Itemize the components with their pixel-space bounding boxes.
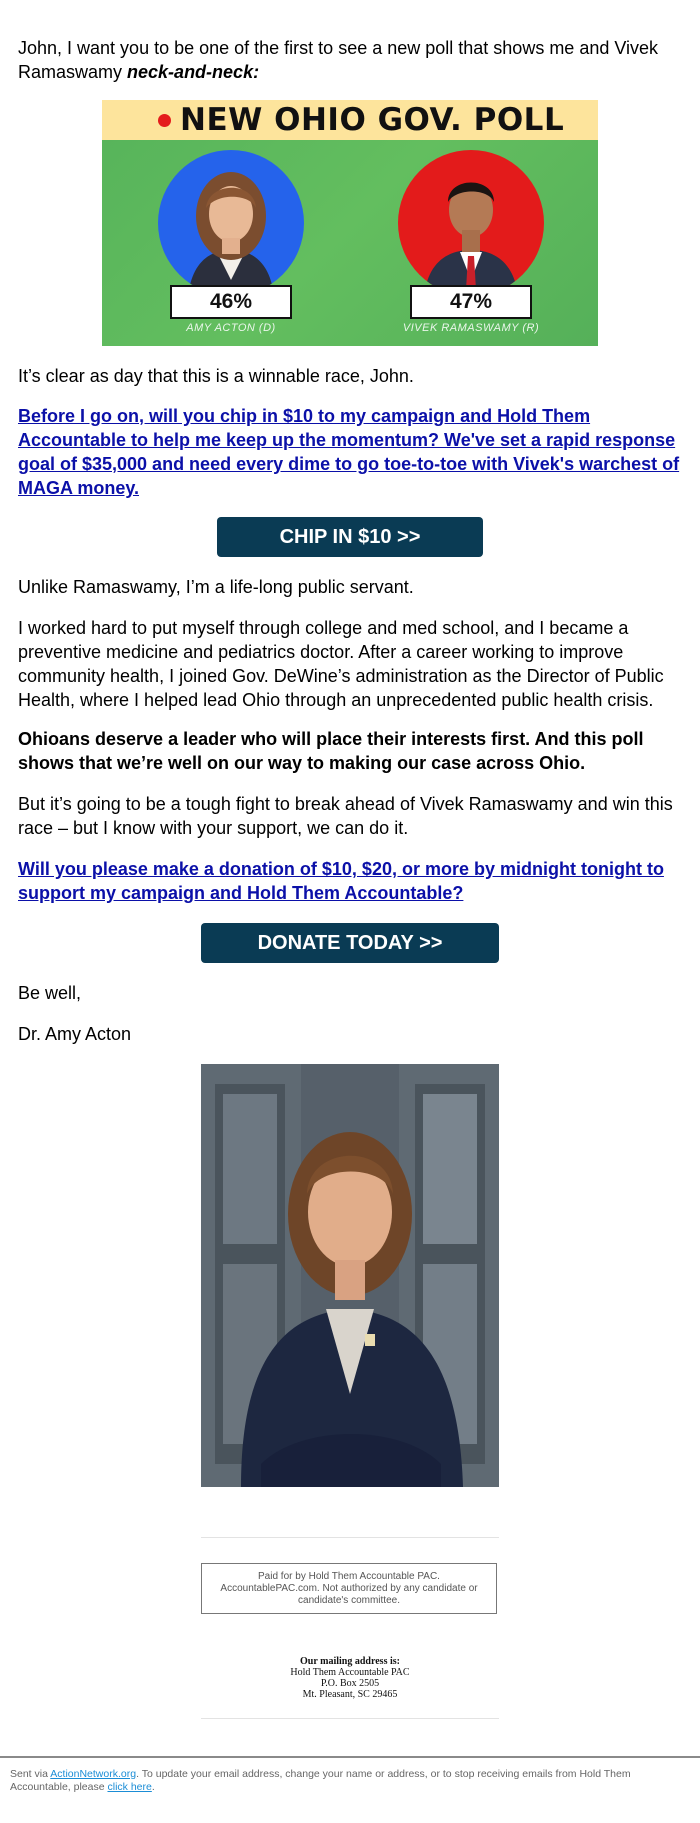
- mailing-org: Hold Them Accountable PAC: [290, 1667, 410, 1678]
- footer: [10, 1768, 690, 1794]
- divider-top: [201, 1537, 499, 1538]
- fight-paragraph: [18, 792, 686, 840]
- intro-emphasis: neck-and-neck:: [127, 62, 260, 82]
- mailing-city: Mt. Pleasant, SC 29465: [302, 1689, 398, 1700]
- signature-text: Dr. Amy Acton: [18, 1024, 132, 1044]
- signoff-text: Be well,: [18, 983, 82, 1003]
- intro-paragraph: [18, 36, 686, 84]
- candidate-acton-percent: 46%: [170, 285, 292, 319]
- servant-text: Unlike Ramaswamy, I’m a life-long public servant.: [18, 577, 414, 597]
- actionnetwork-link[interactable]: ActionNetwork.org: [50, 1768, 137, 1780]
- poll-graphic[interactable]: [102, 100, 598, 346]
- divider-bottom: [201, 1718, 499, 1719]
- fight-text: But it’s going to be a tough fight to break ahead of Vivek Ramaswamy and win this race – but I know with your support, we can do it.: [18, 794, 673, 838]
- mailing-box: P.O. Box 2505: [320, 1678, 380, 1689]
- winnable-text: It’s clear as day that this is a winnable race, John.: [18, 366, 414, 386]
- red-dot-icon: [158, 114, 171, 127]
- bio-paragraph: [18, 616, 686, 712]
- chip-in-button[interactable]: CHIP IN $10 >>: [217, 517, 483, 557]
- footer-middle: . To update your email address, change your name or address, or to stop receiving emails from Hold Them Accountable, please: [10, 1768, 631, 1793]
- winnable-paragraph: [18, 364, 686, 388]
- candidate-ramaswamy-photo: [398, 150, 544, 296]
- servant-paragraph: [18, 575, 686, 599]
- bio-text: I worked hard to put myself through college and med school, and I became a preventive medicine and pediatrics doctor. After a career working to improve community health, I joined Gov. DeWine’s administration as the Director of Public Health, where I helped lead Ohio through an unprecedented public health crisis.: [18, 618, 664, 710]
- poll-banner: [102, 100, 598, 140]
- mailing-address: [200, 1656, 500, 1700]
- footer-end: .: [151, 1781, 155, 1793]
- donate-link-1[interactable]: Before I go on, will you chip in $10 to my campaign and Hold Them Accountable to help me keep up the momentum? We've set a rapid response goal of $35,000 and need every dime to go toe-to-toe with Vivek's warchest of MAGA money.: [18, 406, 680, 498]
- candidate-acton-name: AMY ACTON (D): [186, 322, 276, 334]
- donate-today-button[interactable]: DONATE TODAY >>: [201, 923, 499, 963]
- ask-paragraph-1: [18, 404, 686, 500]
- signature-paragraph: [18, 1022, 686, 1046]
- candidate-acton-photo: [158, 150, 304, 296]
- candidate-ramaswamy-percent: 47%: [410, 285, 532, 319]
- signoff-paragraph: [18, 981, 686, 1005]
- donate-link-2[interactable]: Will you please make a donation of $10, $20, or more by midnight tonight to support my campaign and Hold Them Accountable?: [18, 859, 664, 903]
- ask-paragraph-2: [18, 857, 686, 905]
- footer-divider: [0, 1756, 700, 1758]
- portrait-photo: [201, 1064, 499, 1487]
- candidate-ramaswamy-name: VIVEK RAMASWAMY (R): [402, 322, 540, 334]
- poll-title: NEW OHIO GOV. POLL: [180, 102, 565, 138]
- bold-paragraph: [18, 727, 686, 775]
- disclaimer-text: Paid for by Hold Them Accountable PAC. AccountablePAC.com. Not authorized by any candidate or candidate's committee.: [220, 1570, 478, 1606]
- unsubscribe-link[interactable]: click here: [107, 1781, 152, 1793]
- disclaimer-box: [201, 1563, 497, 1614]
- footer-sent-via: Sent via: [10, 1768, 51, 1780]
- bold-text: Ohioans deserve a leader who will place their interests first. And this poll shows that we’re well on our way to making our case across Ohio.: [18, 729, 644, 773]
- intro-text: John, I want you to be one of the first to see a new poll that shows me and Vivek Ramaswamy: [18, 38, 659, 82]
- mailing-heading: Our mailing address is:: [300, 1656, 400, 1667]
